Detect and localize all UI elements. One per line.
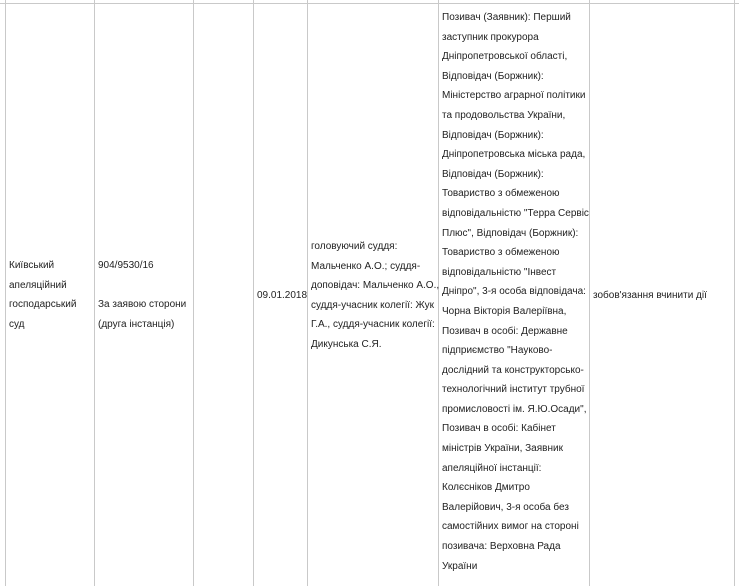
hearing-date: 09.01.2018 <box>257 290 308 301</box>
parties-line: та продовольства України, <box>442 109 566 121</box>
court-name-line: суд <box>9 318 25 330</box>
parties-line: Дніпропетровської області, <box>442 51 568 63</box>
court-name-line: господарський <box>9 299 77 311</box>
parties-line: підприємство "Науково- <box>442 345 553 357</box>
parties-line: Позивач в особі: Державне <box>442 325 568 337</box>
parties-line: Чорна Вікторія Валеріївна, <box>442 305 567 317</box>
parties-line: Позивач (Заявник): Перший <box>442 12 571 23</box>
parties-line: Відповідач (Боржник): <box>442 70 544 82</box>
judges-line: головуючий суддя: <box>311 241 398 252</box>
column-divider <box>734 0 735 586</box>
table-top-border <box>0 3 739 4</box>
parties-line: промисловості ім. Я.Ю.Осади", <box>442 403 587 415</box>
parties-line: відповідальністю "Інвест <box>442 266 557 278</box>
parties-line: Дніпропетровська міська рада, <box>442 149 586 161</box>
parties-line: Відповідач (Боржник): <box>442 168 544 180</box>
court-name-cell <box>9 256 76 334</box>
parties-line: України <box>442 560 478 572</box>
judges-line: Дикунська С.Я. <box>311 338 382 350</box>
proceeding-form-line: (друга інстанція) <box>98 318 175 330</box>
judges-line: доповідач: Мальченко А.О., <box>311 280 440 292</box>
judges-line: Мальченко А.О.; суддя- <box>311 260 421 272</box>
column-divider <box>307 0 308 586</box>
parties-line: Товариство з обмеженою <box>442 188 560 200</box>
case-number: 904/9530/16 <box>98 260 154 271</box>
column-divider <box>193 0 194 586</box>
parties-line: міністрів України, Заявник <box>442 443 563 455</box>
column-divider <box>253 0 254 586</box>
parties-line: Позивач в особі: Кабінет <box>442 423 556 435</box>
parties-line: Дніпро", 3-я особа відповідача: <box>442 286 586 298</box>
parties-line: Плюс", Відповідач (Боржник): <box>442 227 579 239</box>
judges-line: Г.А., суддя-учасник колегії: <box>311 319 435 331</box>
column-divider <box>94 0 95 586</box>
court-name-line: апеляційний <box>9 279 67 291</box>
parties-line: технологічний інститут трубної <box>442 384 585 396</box>
case-subject: зобов'язання вчинити дії <box>593 290 707 301</box>
spacer <box>98 276 186 296</box>
parties-line: самостійних вимог на стороні <box>442 521 579 533</box>
parties-line: Відповідач (Боржник): <box>442 129 544 141</box>
case-subject-cell <box>593 286 707 306</box>
parties-cell <box>442 8 589 576</box>
parties-line: відповідальністю "Терра Сервіс <box>442 207 589 219</box>
parties-line: заступник прокурора <box>442 31 539 43</box>
parties-line: Колєсніков Дмитро <box>442 482 530 494</box>
judges-cell <box>311 237 439 355</box>
parties-line: позивача: Верховна Рада <box>442 541 561 553</box>
date-cell <box>257 286 307 306</box>
parties-line: апеляційної інстанції: <box>442 462 542 474</box>
parties-line: Валерійович, 3-я особа без <box>442 501 569 513</box>
parties-line: Міністерство аграрної політики <box>442 90 586 102</box>
parties-line: дослідний та конструкторсько- <box>442 364 584 376</box>
proceeding-form-line: За заявою сторони <box>98 299 187 311</box>
court-name-line: Київський <box>9 260 55 271</box>
column-divider <box>5 0 6 586</box>
column-divider <box>589 0 590 586</box>
parties-line: Товариство з обмеженою <box>442 247 560 259</box>
judges-line: суддя-учасник колегії: Жук <box>311 299 435 311</box>
case-number-cell <box>98 256 186 334</box>
